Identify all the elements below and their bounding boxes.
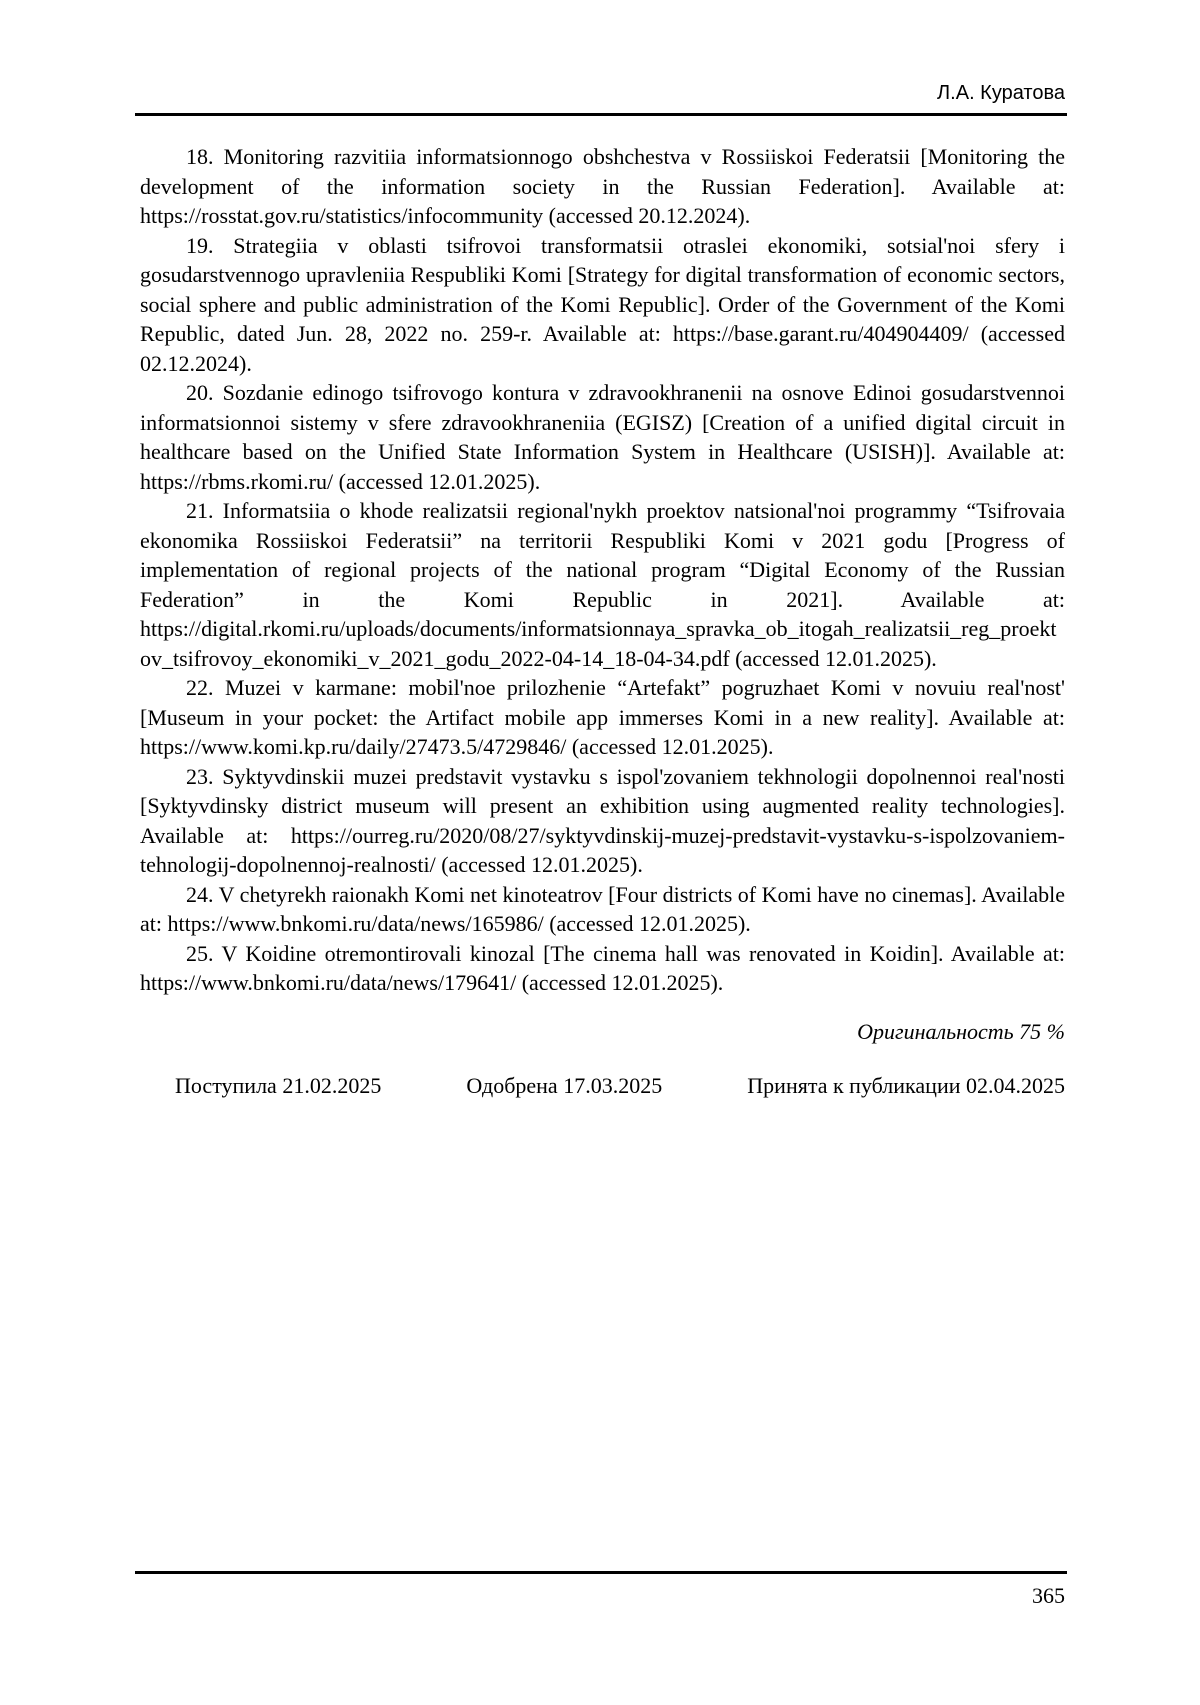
page-number: 365	[1032, 1582, 1065, 1608]
reference-25: 25. V Koidine otremontirovali kinozal [The cinema hall was renovated in Koidin]. Available at: https://www.bnkomi.ru/data/news/179641/ (accessed 12.01.2025).	[140, 940, 1065, 995]
reference-19: 19. Strategiia v oblasti tsifrovoi transformatsii otraslei ekonomiki, sotsial'noi sfery i gosudarstvennogo upravleniia Respubliki Komi [Strategy for digital transformation of economic sectors, social sphere and public administration of the Komi Republic]. Order of the Government of the Komi Republic, dated Jun. 28, 2022 no. 259-r. Available at: https://base.garant.ru/404904409/ (accessed 02.12.2024).	[140, 232, 1065, 376]
originality-note: Оригинальность 75 %	[857, 1018, 1065, 1044]
references-list	[140, 142, 1065, 998]
reference-20: 20. Sozdanie edinogo tsifrovogo kontura v zdravookhranenii na osnove Edinoi gosudarstvennoi informatsionnoi sistemy v sfere zdravookhraneniia (EGISZ) [Creation of a unified digital circuit in healthcare based on the Unified State Information System in Healthcare (USISH)]. Available at: https://rbms.rkomi.ru/ (accessed 12.01.2025).	[140, 380, 1065, 494]
header-rule	[135, 113, 1067, 116]
page-footer	[135, 1571, 1067, 1609]
submission-dates	[140, 1071, 1065, 1101]
date-received: Поступила 21.02.2025	[175, 1073, 382, 1098]
page-header	[135, 0, 1067, 116]
page-content	[140, 142, 1065, 1101]
reference-21: 21. Informatsiia o khode realizatsii regional'nykh proektov natsional'noi programmy “Tsifrovaia ekonomika Rossiiskoi Federatsii” na territorii Respubliki Komi v 2021 godu [Progress of implementation of regional projects of the national program “Digital Economy of the Russian Federation” in the Komi Republic in 2021]. Available at: https://digital.rkomi.ru/uploads/documents/informatsionnaya_spravka_ob_itogah_realizatsii_reg_proektov_tsifrovoy_ekonomiki_v_2021_godu_2022-04-14_18-04-34.pdf (accessed 12.01.2025).	[140, 498, 1065, 671]
date-accepted: Принята к публикации 02.04.2025	[747, 1073, 1065, 1098]
reference-23: 23. Syktyvdinskii muzei predstavit vystavku s ispol'zovaniem tekhnologii dopolnennoi real'nosti [Syktyvdinsky district museum will present an exhibition using augmented reality technologies]. Available at: https://ourreg.ru/2020/08/27/syktyvdinskij-muzej-predstavit-vystavku-s-ispolzovaniem-tehnologij-dopolnennoj-realnosti/ (accessed 12.01.2025).	[140, 763, 1065, 877]
reference-24: 24. V chetyrekh raionakh Komi net kinoteatrov [Four districts of Komi have no cinemas]. Available at: https://www.bnkomi.ru/data/news/165986/ (accessed 12.01.2025).	[140, 881, 1065, 936]
reference-18: 18. Monitoring razvitiia informatsionnogo obshchestva v Rossiiskoi Federatsii [Monitoring the development of the information society in the Russian Federation]. Available at: https://rosstat.gov.ru/statistics/infocommunity (accessed 20.12.2024).	[140, 144, 1065, 228]
reference-22: 22. Muzei v karmane: mobil'noe prilozhenie “Artefakt” pogruzhaet Komi v novuiu real'nost' [Museum in your pocket: the Artifact mobile app immerses Komi in a new reality]. Available at: https://www.komi.kp.ru/daily/27473.5/4729846/ (accessed 12.01.2025).	[140, 675, 1065, 759]
date-approved: Одобрена 17.03.2025	[466, 1073, 663, 1098]
running-head-author: Л.А. Куратова	[937, 82, 1065, 104]
